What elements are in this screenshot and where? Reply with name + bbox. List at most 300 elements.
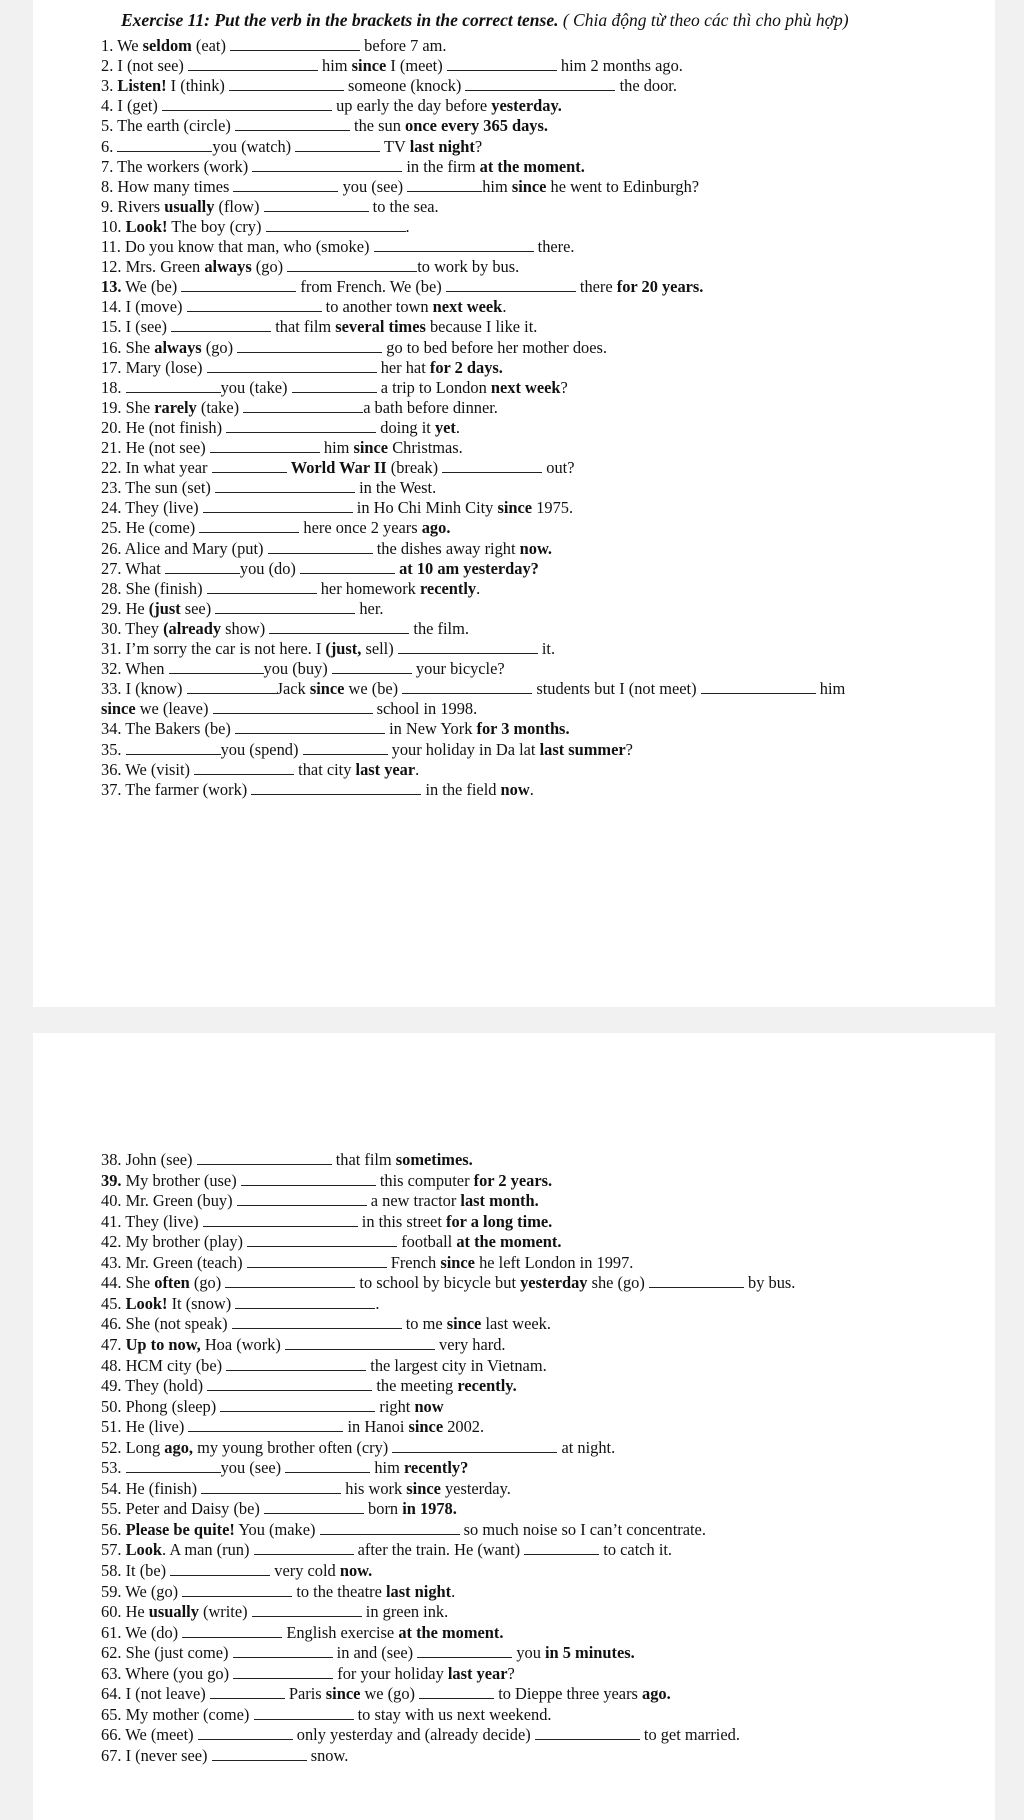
answer-blank[interactable]	[295, 139, 380, 152]
exercise-item	[101, 1520, 706, 1539]
exercise-item	[101, 1643, 635, 1662]
item-text: you (see)	[338, 176, 408, 196]
item-text: 43. Mr. Green (teach)	[101, 1252, 247, 1272]
item-text: . A man (run)	[162, 1540, 254, 1560]
answer-blank[interactable]	[292, 380, 377, 393]
answer-blank[interactable]	[210, 1686, 285, 1699]
answer-blank[interactable]	[162, 98, 332, 111]
item-text: It (snow)	[167, 1293, 236, 1313]
keyword-text: Look!	[125, 1293, 168, 1313]
item-text: .	[476, 578, 481, 598]
answer-blank[interactable]	[213, 701, 373, 714]
answer-blank[interactable]	[197, 1152, 332, 1165]
keyword-text: sometimes.	[395, 1150, 473, 1169]
answer-blank[interactable]	[535, 1727, 640, 1740]
item-text: her homework	[316, 578, 420, 598]
item-text: 4. I (get)	[101, 96, 162, 116]
answer-blank[interactable]	[465, 78, 615, 91]
answer-blank[interactable]	[247, 1255, 387, 1268]
item-text: you (take)	[220, 377, 292, 397]
item-text: 67. I (never see)	[101, 1745, 212, 1765]
keyword-text: 39.	[101, 1170, 122, 1190]
answer-blank[interactable]	[235, 118, 350, 131]
exercise-item	[101, 1232, 561, 1251]
exercise-item	[101, 1191, 539, 1210]
item-text: to catch it.	[599, 1540, 673, 1560]
answer-blank[interactable]	[442, 460, 542, 473]
item-text: in New York	[384, 719, 477, 739]
answer-blank[interactable]	[198, 1727, 293, 1740]
item-text: out?	[542, 458, 575, 478]
answer-blank[interactable]	[226, 1358, 366, 1371]
answer-blank[interactable]	[524, 1542, 599, 1555]
exercise-item	[101, 217, 410, 236]
answer-blank[interactable]	[287, 259, 417, 272]
keyword-text: since	[101, 699, 136, 719]
answer-blank[interactable]	[169, 661, 264, 674]
exercise-item	[101, 478, 436, 497]
exercise-item	[101, 96, 562, 115]
keyword-text: last month.	[460, 1191, 539, 1211]
exercise-item	[101, 1499, 457, 1518]
keyword-text: Look!	[125, 216, 168, 236]
item-text: 66. We (meet)	[101, 1725, 198, 1745]
exercise-item	[101, 1582, 455, 1601]
item-text: the door.	[615, 76, 677, 96]
answer-blank[interactable]	[392, 1440, 557, 1453]
item-text: so much noise so I can’t concentrate.	[459, 1519, 706, 1539]
keyword-text: since	[440, 1252, 475, 1272]
keyword-text: now	[414, 1396, 444, 1416]
exercise-item	[101, 297, 506, 316]
answer-blank[interactable]	[203, 500, 353, 513]
answer-blank[interactable]	[225, 1275, 355, 1288]
keyword-text: next week	[490, 377, 561, 397]
item-text: him	[370, 1458, 404, 1478]
item-text: your bicycle?	[411, 659, 505, 679]
answer-blank[interactable]	[215, 601, 355, 614]
item-text: 45.	[101, 1293, 126, 1313]
exercise-item	[101, 418, 460, 437]
answer-blank[interactable]	[126, 380, 221, 393]
keyword-text: for 20 years.	[616, 277, 704, 297]
item-text: 12. Mrs. Green	[101, 257, 205, 277]
worksheet-page-2	[33, 1033, 995, 1820]
item-text: to Dieppe three years	[494, 1684, 643, 1704]
exercise-title-main: Exercise 11: Put the verb in the brackets in the correct tense.	[121, 10, 559, 30]
keyword-text: at the moment.	[479, 156, 585, 176]
item-text: in this street	[357, 1211, 446, 1231]
answer-blank[interactable]	[243, 400, 363, 413]
item-text: 51. He (live)	[101, 1417, 189, 1437]
exercise-item	[101, 458, 575, 477]
exercise-item	[101, 56, 683, 75]
item-text: football	[397, 1232, 457, 1252]
item-text: 65. My mother (come)	[101, 1704, 254, 1724]
answer-blank[interactable]	[207, 1378, 372, 1391]
exercise-item	[101, 1273, 795, 1292]
item-text: 23. The sun (set)	[101, 478, 215, 498]
item-text: ?	[625, 739, 633, 759]
keyword-text: since	[351, 56, 387, 76]
exercise-item	[101, 378, 568, 397]
answer-blank[interactable]	[252, 1604, 362, 1617]
item-text: him	[317, 56, 352, 76]
exercise-item	[101, 116, 548, 135]
answer-blank[interactable]	[117, 139, 212, 152]
keyword-text: since	[511, 176, 547, 196]
keyword-text: for 2 years.	[473, 1170, 553, 1190]
exercise-item	[101, 1746, 348, 1765]
answer-blank[interactable]	[126, 1460, 221, 1473]
answer-blank[interactable]	[212, 460, 287, 473]
exercise-item	[101, 1294, 379, 1313]
item-text: 26. Alice and Mary (put)	[101, 538, 268, 558]
exercise-item	[101, 1623, 503, 1642]
item-text: 44. She	[101, 1273, 155, 1293]
exercise-item	[101, 1376, 517, 1395]
item-text: 59. We (go)	[101, 1581, 183, 1601]
answer-blank[interactable]	[251, 782, 421, 795]
item-text: 41. They (live)	[101, 1211, 203, 1231]
item-text: .	[529, 779, 534, 799]
answer-blank[interactable]	[398, 641, 538, 654]
item-text: 58. It (be)	[101, 1561, 171, 1580]
keyword-text: at 10 am yesterday?	[399, 558, 539, 578]
item-text: only yesterday and (already decide)	[292, 1725, 535, 1745]
answer-blank[interactable]	[241, 1173, 376, 1186]
item-text: my young brother often (cry)	[192, 1437, 393, 1457]
worksheet-page-1	[33, 0, 995, 1007]
answer-blank[interactable]	[220, 1399, 375, 1412]
item-text: Paris	[284, 1684, 326, 1704]
keyword-text: now.	[519, 538, 552, 558]
keyword-text: recently	[419, 578, 477, 598]
answer-blank[interactable]	[266, 219, 406, 232]
keyword-text: ago.	[642, 1684, 671, 1704]
item-text: 60. He	[101, 1602, 149, 1622]
answer-blank[interactable]	[171, 319, 271, 332]
item-text: 42. My brother (play)	[101, 1232, 248, 1252]
item-text: you	[512, 1643, 545, 1663]
answer-blank[interactable]	[182, 1584, 292, 1597]
exercise-item	[101, 1253, 633, 1272]
answer-blank[interactable]	[374, 239, 534, 252]
item-text: before 7 am.	[360, 36, 447, 55]
item-text: we (leave)	[135, 699, 213, 719]
item-text: 24. They (live)	[101, 498, 203, 518]
answer-blank[interactable]	[649, 1275, 744, 1288]
keyword-text: now	[500, 779, 530, 799]
answer-blank[interactable]	[232, 1316, 402, 1329]
item-text: 11. Do you know that man, who (smoke)	[101, 237, 374, 256]
exercise-title-translation: ( Chia động từ theo các thì cho phù hợp)	[562, 10, 849, 30]
answer-blank[interactable]	[210, 440, 320, 453]
item-text: 22. In what year	[101, 458, 212, 478]
keyword-text: ago,	[164, 1437, 193, 1457]
item-text: her.	[355, 598, 384, 618]
item-text: I (meet)	[386, 56, 447, 76]
item-text: ?	[560, 377, 568, 397]
item-text: 6.	[101, 136, 118, 156]
answer-blank[interactable]	[230, 38, 360, 51]
item-text: 25. He (come)	[101, 518, 200, 538]
item-text: 52. Long	[101, 1437, 165, 1457]
item-text: someone (knock)	[343, 76, 466, 96]
item-text: 56.	[101, 1519, 126, 1539]
item-text: (go)	[201, 337, 238, 357]
item-text: we (go)	[360, 1684, 420, 1704]
keyword-text: rarely	[154, 397, 197, 417]
item-text: 33. I (know)	[101, 679, 187, 699]
item-text: .	[375, 1293, 380, 1313]
item-text: (go)	[189, 1273, 226, 1293]
item-text: you (buy)	[263, 659, 332, 679]
keyword-text: recently?	[403, 1458, 469, 1478]
exercise-item	[101, 317, 537, 336]
answer-blank[interactable]	[226, 420, 376, 433]
keyword-text: (already	[163, 618, 222, 638]
item-text: 48. HCM city (be)	[101, 1355, 227, 1375]
exercise-item	[101, 559, 539, 578]
answer-blank[interactable]	[181, 279, 296, 292]
item-text: the largest city in Vietnam.	[366, 1355, 547, 1375]
item-text: ?	[507, 1663, 515, 1683]
answer-blank[interactable]	[303, 742, 388, 755]
item-text: 14. I (move)	[101, 297, 187, 317]
keyword-text: usually	[164, 196, 215, 216]
item-text: ?	[474, 136, 483, 156]
exercise-item	[101, 518, 450, 537]
answer-blank[interactable]	[215, 480, 355, 493]
item-text: 32. When	[101, 659, 169, 679]
item-text: the meeting	[372, 1376, 458, 1396]
item-text: 53.	[101, 1458, 126, 1478]
answer-blank[interactable]	[165, 561, 240, 574]
exercise-item	[101, 1479, 511, 1498]
exercise-item	[101, 719, 570, 738]
answer-blank[interactable]	[402, 681, 532, 694]
answer-blank[interactable]	[233, 179, 338, 192]
exercise-item	[101, 1150, 473, 1169]
item-text: because I like it.	[425, 317, 538, 337]
item-text: very hard.	[434, 1334, 506, 1354]
item-text: 35.	[101, 739, 126, 759]
keyword-text: (just,	[325, 639, 362, 658]
item-text: 36. We (visit)	[101, 759, 195, 779]
answer-blank[interactable]	[229, 78, 344, 91]
item-text: you (spend)	[220, 739, 303, 759]
item-text: 55. Peter and Daisy (be)	[101, 1499, 264, 1519]
answer-blank[interactable]	[194, 762, 294, 775]
item-text: 2002.	[443, 1417, 485, 1437]
answer-blank[interactable]	[268, 541, 373, 554]
answer-blank[interactable]	[188, 58, 318, 71]
answer-blank[interactable]	[417, 1645, 512, 1658]
exercise-item	[101, 1212, 552, 1231]
answer-blank[interactable]	[187, 299, 322, 312]
answer-blank[interactable]	[300, 561, 395, 574]
item-text: his work	[341, 1478, 407, 1498]
item-text: a bath before dinner.	[363, 397, 498, 417]
exercise-item	[101, 237, 575, 256]
answer-blank[interactable]	[212, 1748, 307, 1761]
answer-blank[interactable]	[285, 1460, 370, 1473]
item-text: last week.	[481, 1314, 551, 1334]
answer-blank[interactable]	[320, 1522, 460, 1535]
item-text: he went to Edinburgh?	[546, 176, 700, 196]
answer-blank[interactable]	[247, 1234, 397, 1247]
answer-blank[interactable]	[237, 1193, 367, 1206]
keyword-text: for 3 months.	[476, 719, 570, 739]
keyword-text: last night	[409, 136, 475, 156]
exercise-item	[101, 1458, 468, 1477]
item-text: (go)	[251, 257, 288, 277]
keyword-text: since	[325, 1684, 361, 1704]
item-text: 50. Phong (sleep)	[101, 1396, 221, 1416]
item-text: Hoa (work)	[200, 1334, 285, 1354]
keyword-text: in 1978.	[402, 1499, 457, 1519]
item-text: your holiday in Da lat	[387, 739, 540, 759]
answer-blank[interactable]	[701, 681, 816, 694]
answer-blank[interactable]	[235, 721, 385, 734]
keyword-text: in 5 minutes.	[545, 1643, 635, 1663]
exercise-item	[101, 740, 633, 759]
item-text: you (do)	[239, 558, 300, 578]
item-text: a new tractor	[366, 1191, 461, 1211]
exercise-item	[101, 1561, 372, 1580]
answer-blank[interactable]	[187, 681, 277, 694]
answer-blank[interactable]	[235, 1296, 375, 1309]
item-text: him	[319, 438, 354, 457]
answer-blank[interactable]	[203, 1214, 358, 1227]
exercise-item	[101, 679, 845, 698]
item-text: yesterday.	[440, 1478, 511, 1498]
exercise-item	[101, 1171, 552, 1190]
item-text: here once 2 years	[299, 518, 422, 538]
exercise-item	[101, 1684, 671, 1703]
item-text: go to bed before her mother does.	[382, 337, 607, 357]
item-text: in and (see)	[332, 1643, 418, 1663]
exercise-item	[101, 438, 463, 457]
keyword-text: now.	[339, 1561, 373, 1580]
exercise-item	[101, 579, 480, 598]
answer-blank[interactable]	[233, 1666, 333, 1679]
item-text: for your holiday	[333, 1663, 448, 1683]
item-text: there.	[533, 237, 575, 256]
keyword-text: since	[408, 1417, 444, 1437]
item-text: 54. He (finish)	[101, 1478, 202, 1498]
keyword-text: Please be quite!	[125, 1519, 235, 1539]
answer-blank[interactable]	[332, 661, 412, 674]
answer-blank[interactable]	[207, 360, 377, 373]
answer-blank[interactable]	[254, 1542, 354, 1555]
answer-blank[interactable]	[264, 1501, 364, 1514]
keyword-text: seldom	[142, 36, 192, 55]
exercise-item	[101, 1397, 444, 1416]
answer-blank[interactable]	[419, 1686, 494, 1699]
answer-blank[interactable]	[237, 340, 382, 353]
item-text: 1. We	[101, 36, 143, 55]
exercise-item	[101, 498, 573, 517]
item-text: .	[502, 297, 507, 317]
item-text: see)	[180, 598, 216, 618]
keyword-text: yesterday	[520, 1273, 588, 1293]
item-text: to another town	[321, 297, 433, 317]
item-text: 47.	[101, 1334, 126, 1354]
answer-blank[interactable]	[207, 581, 317, 594]
answer-blank[interactable]	[264, 199, 369, 212]
item-text: students but I (not meet)	[532, 679, 701, 699]
item-text: it.	[537, 639, 556, 658]
item-text: 18.	[101, 377, 126, 397]
item-text: by bus.	[743, 1273, 796, 1293]
answer-blank[interactable]	[446, 279, 576, 292]
item-text: she (go)	[587, 1273, 649, 1293]
item-text: 64. I (not leave)	[101, 1684, 210, 1704]
exercise-item	[101, 257, 519, 276]
exercise-item	[101, 1438, 615, 1457]
item-text: .	[415, 759, 420, 779]
item-text: 17. Mary (lose)	[101, 357, 207, 377]
item-text: in the firm	[402, 156, 480, 176]
keyword-text: once every 365 days.	[405, 116, 548, 136]
answer-blank[interactable]	[126, 742, 221, 755]
answer-blank[interactable]	[447, 58, 557, 71]
item-text: to work by bus.	[417, 257, 520, 277]
answer-blank[interactable]	[182, 1625, 282, 1638]
item-text: the film.	[409, 618, 469, 638]
item-text: 2. I (not see)	[101, 56, 188, 76]
item-text: from French. We (be)	[296, 277, 446, 297]
keyword-text: Look	[125, 1540, 163, 1560]
answer-blank[interactable]	[407, 179, 482, 192]
keyword-text: at the moment.	[456, 1232, 562, 1252]
keyword-text: for a long time.	[446, 1211, 553, 1231]
exercise-item	[101, 1356, 547, 1375]
answer-blank[interactable]	[269, 621, 409, 634]
item-text: I (think)	[166, 76, 229, 96]
item-text: to get married.	[639, 1725, 740, 1745]
item-text: 34. The Bakers (be)	[101, 719, 235, 739]
item-text: very cold	[270, 1561, 340, 1580]
answer-blank[interactable]	[233, 1645, 333, 1658]
keyword-text: (just	[148, 598, 181, 618]
answer-blank[interactable]	[254, 1707, 354, 1720]
item-text: 20. He (not finish)	[101, 417, 227, 437]
answer-blank[interactable]	[199, 520, 299, 533]
item-text: to the theatre	[292, 1581, 386, 1601]
item-text: to me	[401, 1314, 447, 1334]
exercise-item	[101, 780, 534, 799]
item-text: to the sea.	[368, 196, 439, 216]
item-text: 16. She	[101, 337, 155, 357]
item-text: 7. The workers (work)	[101, 156, 253, 176]
answer-blank[interactable]	[201, 1481, 341, 1494]
item-text: (break)	[386, 458, 443, 478]
answer-blank[interactable]	[170, 1563, 270, 1576]
item-text: 15. I (see)	[101, 317, 172, 337]
item-text: 31. I’m sorry the car is not here. I	[101, 639, 326, 658]
exercise-item	[101, 398, 498, 417]
item-text: a trip to London	[376, 377, 491, 397]
answer-blank[interactable]	[252, 159, 402, 172]
item-text: .	[405, 216, 410, 236]
keyword-text: World War II	[290, 458, 387, 478]
answer-blank[interactable]	[285, 1337, 435, 1350]
answer-blank[interactable]	[188, 1419, 343, 1432]
item-text: English exercise	[282, 1622, 399, 1642]
